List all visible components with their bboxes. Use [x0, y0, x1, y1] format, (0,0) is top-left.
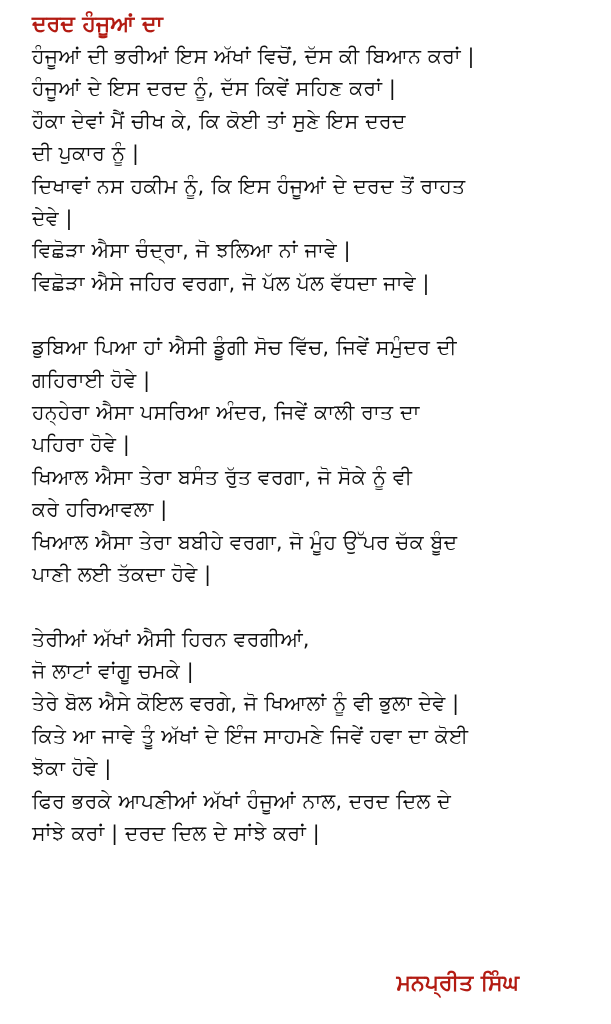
stanza-1 [32, 40, 601, 299]
stanza-3 [32, 623, 601, 850]
poem-line: ਕਰੇ ਹਰਿਆਵਲਾ | [32, 497, 168, 522]
poem-line: ਡੁਬਿਆ ਪਿਆ ਹਾਂ ਐਸੀ ਡੂੰਗੀ ਸੋਚ ਵਿੱਚ, ਜਿਵੇਂ ਸਮੁੰਦਰ ਦੀ [32, 335, 457, 360]
poem-line: ਦੇਵੇ | [32, 206, 73, 231]
poem-line: ਪਹਿਰਾ ਹੋਵੇ | [32, 432, 130, 457]
poem-line: ਗਹਿਰਾਈ ਹੋਵੇ | [32, 367, 151, 392]
poem-line: ਤੇਰੀਆਂ ਅੱਖਾਂ ਐਸੀ ਹਿਰਨ ਵਰਗੀਆਂ, [32, 626, 310, 651]
poem-title: ਦਰਦ ਹੰਜੂਆਂ ਦਾ [32, 12, 163, 37]
poem-line: ਵਿਛੋੜਾ ਐਸੇ ਜਹਿਰ ਵਰਗਾ, ਜੋ ਪੱਲ ਪੱਲ ਵੱਧਦਾ ਜਾਵੇ | [32, 270, 430, 295]
poem-line: ਕਿਤੇ ਆ ਜਾਵੇ ਤੂੰ ਅੱਖਾਂ ਦੇ ਇੰਜ ਸਾਹਮਣੇ ਜਿਵੇਂ ਹਵਾ ਦਾ ਕੋਈ [32, 723, 469, 748]
poem-line: ਝੋਕਾ ਹੋਵੇ | [32, 756, 112, 781]
poem-line: ਹੰਜੂਆਂ ਦੇ ਇਸ ਦਰਦ ਨੂੰ, ਦੱਸ ਕਿਵੇਂ ਸਹਿਣ ਕਰਾਂ | [32, 76, 396, 101]
poem-line: ਪਾਣੀ ਲਈ ਤੱਕਦਾ ਹੋਵੇ | [32, 562, 212, 587]
poem-line: ਤੇਰੇ ਬੋਲ ਐਸੇ ਕੋਇਲ ਵਰਗੇ, ਜੋ ਖਿਆਲਾਂ ਨੂੰ ਵੀ ਭੁਲਾ ਦੇਵੇ | [32, 691, 460, 716]
poem-line: ਖਿਆਲ ਐਸਾ ਤੇਰਾ ਬਬੀਹੇ ਵਰਗਾ, ਜੋ ਮੂੰਹ ਉੱਪਰ ਚੱਕ ਬੂੰਦ [32, 529, 458, 554]
poem-line: ਹੰਜੂਆਂ ਦੀ ਭਰੀਆਂ ਇਸ ਅੱਖਾਂ ਵਿਚੋਂ, ਦੱਸ ਕੀ ਬਿਆਨ ਕਰਾਂ | [32, 44, 475, 68]
poem-line: ਹੌਕਾ ਦੇਵਾਂ ਮੈਂ ਚੀਖ ਕੇ, ਕਿ ਕੋਈ ਤਾਂ ਸੁਣੇ ਇਸ ਦਰਦ [32, 108, 406, 133]
poem-line: ਦੀ ਪੁਕਾਰ ਨੂੰ | [32, 141, 140, 166]
poem-line: ਜੋ ਲਾਟਾਂ ਵਾਂਗੂ ਚਮਕੇ | [32, 658, 194, 683]
stanza-2 [32, 331, 601, 590]
poem-line: ਸਾਂਝੇ ਕਰਾਂ | ਦਰਦ ਦਿਲ ਦੇ ਸਾਂਝੇ ਕਰਾਂ | [32, 820, 320, 845]
author-signature: ਮਨਪ੍ਰੀਤ ਸਿੰਘ [396, 971, 519, 996]
poem-line: ਹਨ੍ਹੇਰਾ ਐਸਾ ਪਸਰਿਆ ਅੰਦਰ, ਜਿਵੇਂ ਕਾਲੀ ਰਾਤ ਦਾ [32, 400, 420, 425]
poem-line: ਦਿਖਾਵਾਂ ਨਸ ਹਕੀਮ ਨੂੰ, ਕਿ ਇਸ ਹੰਜੂਆਂ ਦੇ ਦਰਦ ਤੋਂ ਰਾਹਤ [32, 173, 466, 198]
poem-line: ਖਿਆਲ ਐਸਾ ਤੇਰਾ ਬਸੰਤ ਰੁੱਤ ਵਰਗਾ, ਜੋ ਸੋਕੇ ਨੂੰ ਵੀ [32, 464, 413, 489]
poem-line: ਫਿਰ ਭਰਕੇ ਆਪਣੀਆਂ ਅੱਖਾਂ ਹੰਜੂਆਂ ਨਾਲ, ਦਰਦ ਦਿਲ ਦੇ [32, 788, 451, 813]
poem-line: ਵਿਛੋੜਾ ਐਸਾ ਚੰਦ੍ਰਾ, ਜੋ ਝਲਿਆ ਨਾਂ ਜਾਵੇ | [32, 238, 351, 263]
